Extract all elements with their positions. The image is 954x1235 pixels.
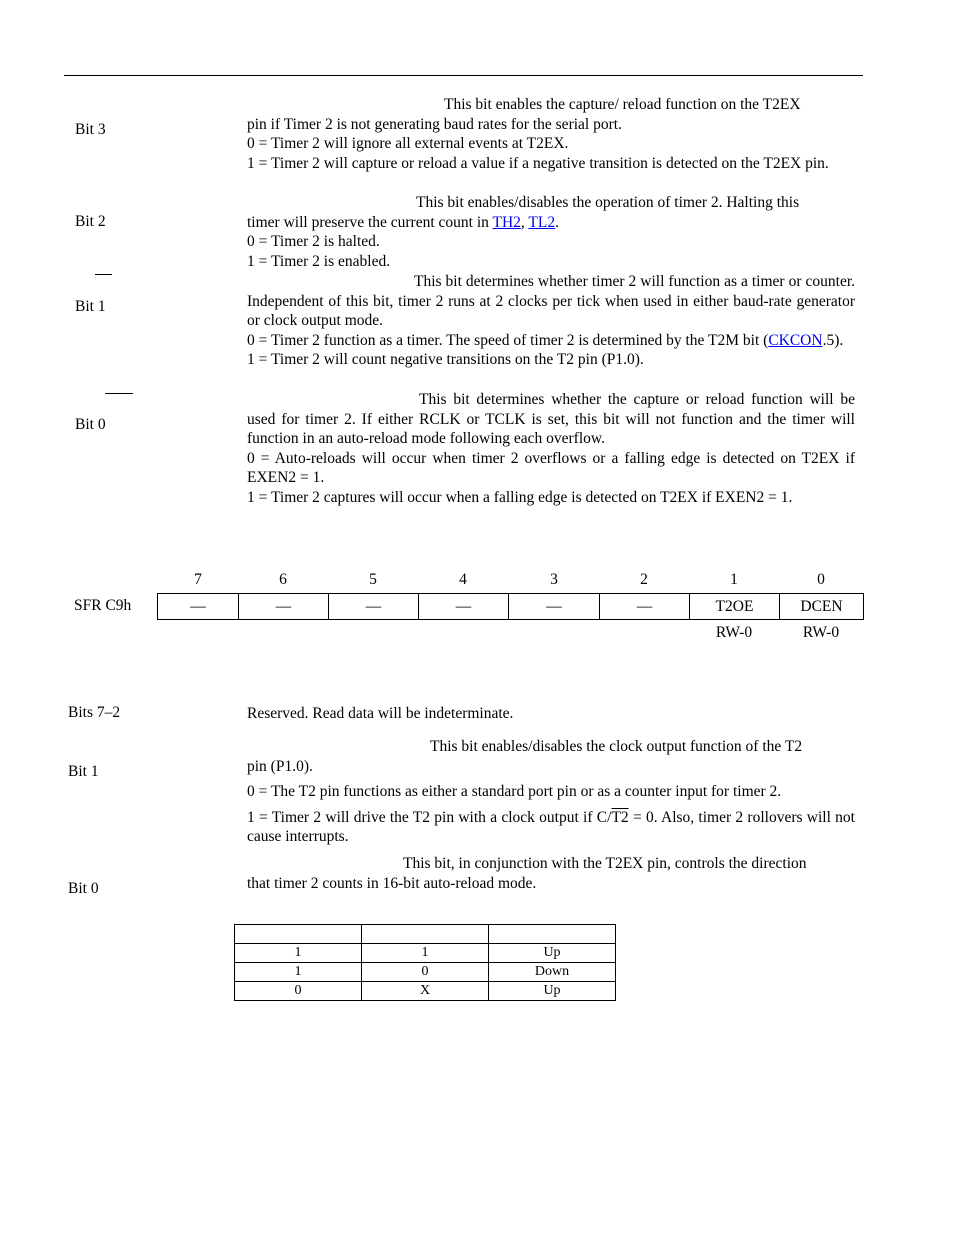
th2-link[interactable]: TH2 [492,213,521,231]
t2oe-bit1-label: Bit 1 [68,763,99,780]
bit0-line1: This bit determines whether the capture or reload function will [419,391,834,408]
tl2-link[interactable]: TL2 [528,213,556,231]
table-row [235,963,616,982]
table-row [235,982,616,1001]
register-bit-map [157,593,864,620]
bit2-sep: , [520,213,529,231]
bit1-rest: counter. Independent of this bit, timer 2 runs at 2 clocks per tick when used in either baud-rate generator or clock output mode. [247,273,856,330]
table-cell: 0 [235,982,362,1001]
bits7-2-description: Reserved. Read data will be indeterminate. [247,705,514,722]
bit-number-0: 0 [817,571,825,588]
dcen-bit0-label: Bit 0 [68,880,99,897]
bit3-line1: This bit enables the capture/ reload function on the T2EX [444,96,801,113]
table-cell: Down [489,963,616,982]
bit0-option0: 0 = Auto-reloads will occur when timer 2 overflows or a falling edge is detected on T2EX if EXEN2 = 1. [247,449,855,487]
ckcon-link[interactable]: CKCON [768,331,823,349]
table-header-row [235,925,616,944]
overbar-mark [95,274,112,275]
table-header-cell [489,925,616,944]
bit1-label: Bit 1 [75,298,106,315]
bit0-rest: be used for timer 2. If either RCLK or TCLK is set, this bit will not function and the timer will function in an auto-reload mode following each overflow. [247,391,856,448]
t2oe-option1: 1 = Timer 2 will drive the T2 pin with a clock output if C/ [247,808,612,826]
bit0-label: Bit 0 [75,416,106,433]
register-cell-bit7: — [158,594,239,620]
register-cell-bit2: — [600,594,690,620]
bits7-2-label: Bits 7–2 [68,704,121,721]
table-cell: X [362,982,489,1001]
bit1-option0: 0 = Timer 2 function as a timer. The speed of timer 2 is determined by the T2M bit ( [247,331,769,349]
bit2-option1: 1 = Timer 2 is enabled. [247,252,391,270]
bit3-label: Bit 3 [75,121,106,138]
register-cell-dcen: DCEN [780,594,864,620]
register-cell-bit3: — [509,594,600,620]
count-direction-table [234,924,616,1001]
bit2-label: Bit 2 [75,213,106,230]
bit-number-5: 5 [369,571,377,588]
t2oe-line1: This bit enables/disables the clock output function of the T2 [430,738,803,755]
access-bit0: RW-0 [802,624,840,641]
bit-number-2: 2 [640,571,648,588]
overbar-mark [105,393,133,394]
bit1-line1: This bit determines whether timer 2 will function as a timer or [414,273,802,290]
sfr-address-label: SFR C9h [74,597,132,614]
table-cell: 1 [235,944,362,963]
register-cell-bit6: — [239,594,329,620]
bit2-option0: 0 = Timer 2 is halted. [247,233,380,251]
bit3-description [247,95,855,173]
t2oe-option0: 0 = The T2 pin functions as either a standard port pin or as a counter input for timer 2. [247,783,782,801]
bit3-option1: 1 = Timer 2 will capture or reload a value if a negative transition is detected on the T2EX pin. [247,154,829,172]
table-header-cell [235,925,362,944]
access-bit1: RW-0 [715,624,753,641]
register-cell-bit5: — [329,594,419,620]
table-cell: 1 [235,963,362,982]
bit3-line2: pin if Timer 2 is not generating baud rates for the serial port. [247,115,622,133]
t2oe-line2: pin (P1.0). [247,757,313,775]
register-row [158,594,864,620]
bit-number-7: 7 [194,571,202,588]
top-rule [64,75,863,76]
dcen-description [247,854,855,893]
bit0-option1: 1 = Timer 2 captures will occur when a falling edge is detected on T2EX if EXEN2 = 1. [247,488,793,506]
table-cell: 1 [362,944,489,963]
bit-number-6: 6 [279,571,287,588]
register-cell-t2oe: T2OE [690,594,780,620]
dcen-line1: This bit, in conjunction with the T2EX pin, controls the direction [403,855,807,872]
table-cell: Up [489,982,616,1001]
table-header-cell [362,925,489,944]
dcen-line2: that timer 2 counts in 16-bit auto-reload mode. [247,874,537,892]
bit-number-4: 4 [459,571,467,588]
register-cell-bit4: — [419,594,509,620]
bit1-option0-end: .5). [822,331,844,349]
table-row [235,944,616,963]
table-cell: 0 [362,963,489,982]
bit-number-1: 1 [730,571,738,588]
t2-overline: T2 [611,808,629,826]
bit3-option0: 0 = Timer 2 will ignore all external events at T2EX. [247,135,569,153]
bit2-line2: timer will preserve the current count in [247,213,493,231]
bit-number-3: 3 [550,571,558,588]
bit1-option1: 1 = Timer 2 will count negative transitions on the T2 pin (P1.0). [247,351,644,369]
bit2-end: . [555,213,559,231]
bit0-description [247,390,855,508]
bit1-description [247,272,855,370]
t2oe-option1-end: = 0. Also, timer 2 rollovers will not cause interrupts. [247,808,855,846]
t2oe-description [247,737,855,847]
table-cell: Up [489,944,616,963]
bit2-description [247,193,855,271]
bit2-line1: This bit enables/disables the operation of timer 2. Halting this [416,194,800,211]
